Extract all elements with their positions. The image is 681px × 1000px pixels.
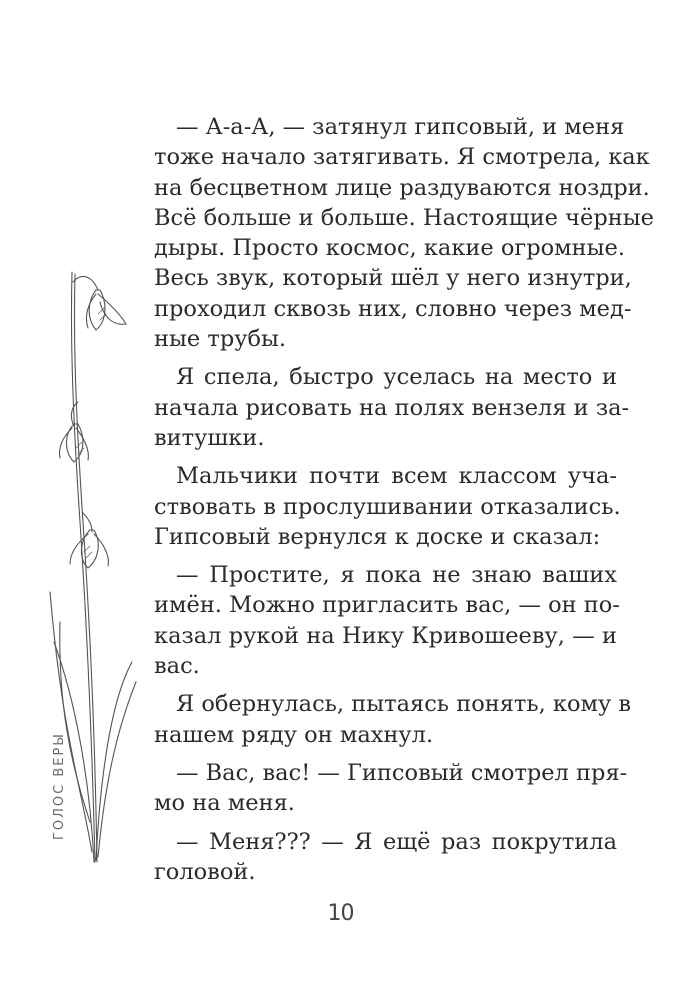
text-line: проходил сквозь них, словно через мед- xyxy=(154,295,632,322)
body-text xyxy=(154,112,654,887)
text-line: Я обернулась, пытаясь понять, кому в xyxy=(176,691,632,718)
text-line: ствовать в прослушивании отказались. xyxy=(154,493,621,520)
text-line: вас. xyxy=(154,653,200,680)
text-line: — Вас, вас! — Гипсовый смотрел пря- xyxy=(176,759,628,786)
text-line: Весь звук, который шёл у него изнутри, xyxy=(154,265,632,292)
text-line: тоже начало затягивать. Я смотрела, как xyxy=(154,144,650,171)
text-line: ные трубы. xyxy=(154,326,287,353)
running-book-title: ГОЛОС ВЕРЫ xyxy=(52,732,67,840)
text-line: Всё больше и больше. Настоящие чёрные xyxy=(154,204,654,231)
text-line: мо на меня. xyxy=(154,790,295,817)
text-line: головой. xyxy=(154,858,256,885)
text-line: Мальчики почти всем классом уча- xyxy=(176,463,617,490)
text-line: витушки. xyxy=(154,424,265,451)
text-line: Я спела, быстро уселась на место и xyxy=(176,364,617,391)
text-line: — Простите, я пока не знаю ваших xyxy=(176,562,617,589)
text-line: казал рукой на Нику Кривошееву, — и xyxy=(154,622,617,649)
text-line: дыры. Просто космос, какие огромные. xyxy=(154,235,626,262)
text-line: — Меня??? — Я ещё раз покрутила xyxy=(176,828,617,855)
text-line: Гипсовый вернулся к доске и сказал: xyxy=(154,523,601,550)
page-number: 10 xyxy=(327,901,354,926)
text-line: имён. Можно пригласить вас, — он по- xyxy=(154,592,620,619)
text-line: нашем ряду он махнул. xyxy=(154,721,434,748)
text-line: начала рисовать на полях вензеля и за- xyxy=(154,394,630,421)
text-line: — А-а-А, — затянул гипсовый, и меня xyxy=(176,114,625,140)
text-line: на бесцветном лице раздуваются ноздри. xyxy=(154,174,650,201)
